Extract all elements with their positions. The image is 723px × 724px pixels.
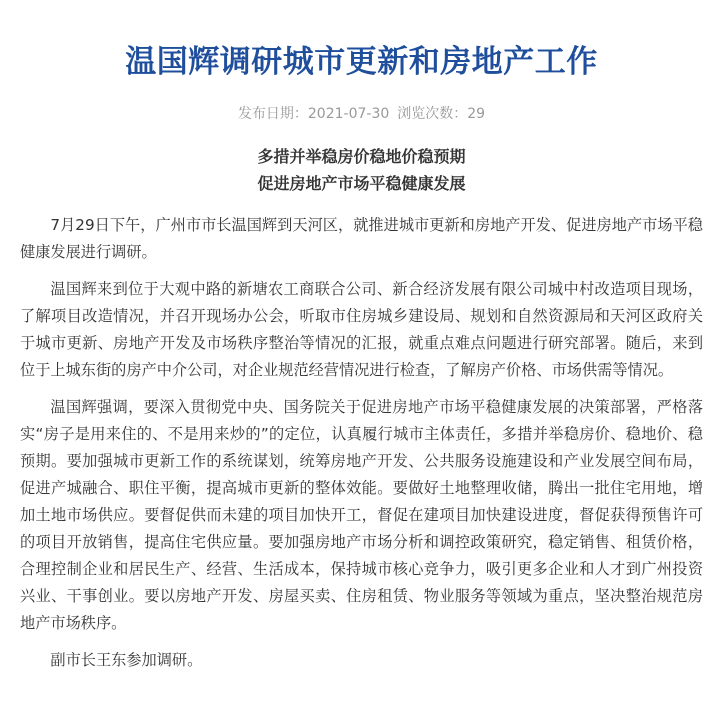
article-title: 温国辉调研城市更新和房地产工作 — [125, 44, 598, 80]
view-count-label: 浏览次数： — [397, 106, 468, 122]
subtitle-line: 促进房地产市场平稳健康发展 — [257, 174, 466, 193]
subtitle-line: 多措并举稳房价稳地价稳预期 — [257, 147, 466, 166]
view-count: 29 — [467, 106, 486, 122]
body-paragraph: 副市长王东参加调研。 — [50, 651, 203, 669]
article-body — [20, 212, 703, 674]
body-paragraph: 7月29日下午，广州市市长温国辉到天河区，就推进城市更新和房地产开发、促进房地产市场平稳健康发展进行调研。 — [20, 216, 703, 261]
publish-date-label: 发布日期： — [237, 106, 308, 122]
publish-date: 2021-07-30 — [307, 106, 390, 122]
article-subtitle — [20, 143, 703, 197]
body-paragraph: 温国辉来到位于大观中路的新塘农工商联合公司、新合经济发展有限公司城中村改造项目现场，了解项目改造情况，并召开现场办公会，听取市住房城乡建设局、规划和自然资源局和天河区政府关于城市更新、房地产开发及市场秩序整治等情况的汇报，就重点难点问题进行研究部署。随后，来到位于上城东街的房产中介公司，对企业规范经营情况进行检查，了解房产价格、市场供需等情况。 — [20, 280, 703, 379]
article-meta — [20, 104, 703, 124]
body-paragraph: 温国辉强调，要深入贯彻党中央、国务院关于促进房地产市场平稳健康发展的决策部署，严格落实“房子是用来住的、不是用来炒的”的定位，认真履行城市主体责任，多措并举稳房价、稳地价、稳预期。要加强城市更新工作的系统谋划，统筹房地产开发、公共服务设施建设和产业发展空间布局，促进产城融合、职住平衡，提高城市更新的整体效能。要做好土地整理收储，腾出一批住宅用地，增加土地市场供应。要督促供而未建的项目加快开工，督促在建项目加快建设进度，督促获得预售许可的项目开放销售，提高住宅供应量。要加强房地产市场分析和调控政策研究，稳定销售、租赁价格，合理控制企业和居民生产、经营、生活成本，保持城市核心竞争力，吸引更多企业和人才到广州投资兴业、干事创业。要以房地产开发、房屋买卖、住房租赁、物业服务等领域为重点，坚决整治规范房地产市场秩序。 — [20, 398, 703, 632]
